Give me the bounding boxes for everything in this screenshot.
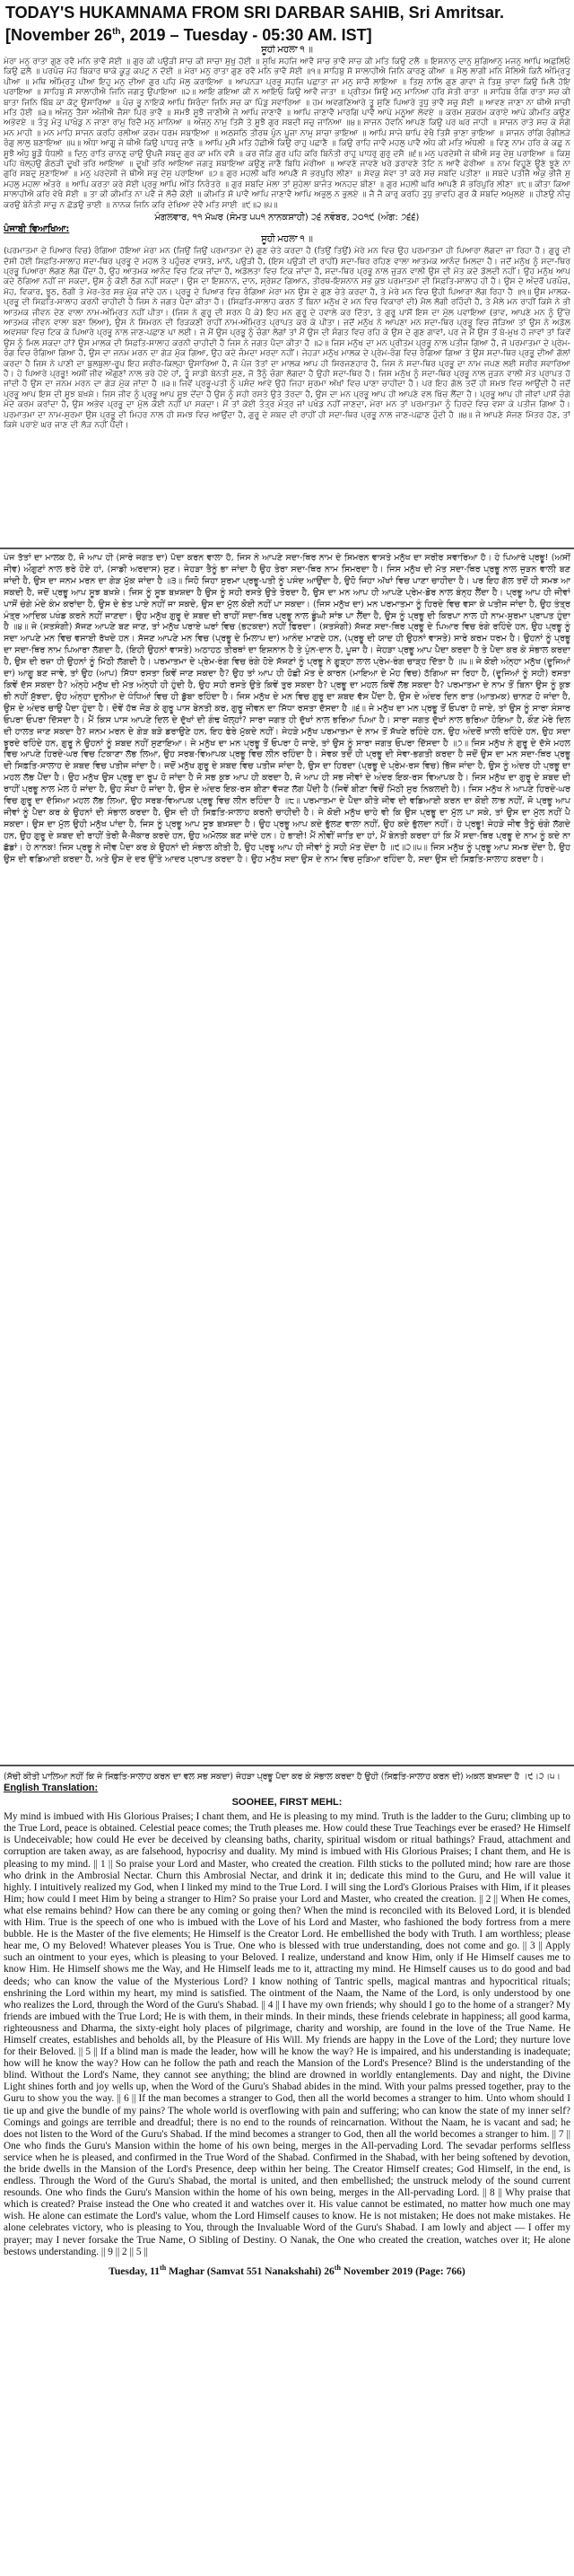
english-shabad-title: SOOHEE, FIRST MEHL: bbox=[231, 1797, 343, 1809]
gurmukhi-date-footer: ਮੰਗਲਵਾਰ, ੧੧ ਮੱਘਰ (ਸੰਮਤ ੫੫੧ ਨਾਨਕਸ਼ਾਹੀ) ੨੬ ਨਵੰਬਰ, ੨੦੧੯ (ਅੰਗ: ੭੬੬) bbox=[154, 213, 420, 223]
section-divider bbox=[0, 1765, 574, 1766]
gurmukhi-hukamnama-block bbox=[4, 45, 570, 546]
punjabi-vyakhya-label: ਪੰਜਾਬੀ ਵਿਆਖਿਆ: bbox=[4, 224, 70, 235]
footer-mid: Maghar (Samvat 551 Nanakshahi) 26 bbox=[166, 2265, 335, 2277]
date-prefix: [November 26 bbox=[5, 26, 113, 44]
date-sup: th bbox=[112, 27, 121, 37]
english-translation-text: My mind is imbued with His Glorious Praises; I chant them, and He is pleasing to my mind. Truth is the ladder to the Guru; climbing up to the True Lord, peace is obtained. Celestial peace comes; the Truth pleases me. How could these True Teachings ever be erased? He Himself is Undeceivable; how could He ever be deceived by cleansing baths, charity, spiritual wisdom or ritual bathings? Fraud, attachment and corruption are taken away, as are falsehood, hypocrisy and duality. My mind is imbued with His Glorious Praises; I chant them, and He is pleasing to my mind. || 1 || So praise your Lord and Master, who created the creation. Filth sticks to the polluted mind; how rare are those who drink in the Ambrosial Nectar. Churn this Ambrosial Nectar, and drink it in; dedicate this mind to the Guru, and He will value it highly. I intuitively realized my God, when I linked my mind to the True Lord. I will sing the Lord's Glorious Praises with Him, if it pleases Him; how could I meet Him by being a stranger to Him? So praise your Lord and Master, who created the creation. || 2 || When He comes, what else remains behind? How can there be any coming or going then? When the mind is reconciled with its Beloved Lord, it is blended with Him. True is the speech of one who is imbued with the Love of his Lord and Master, who fashioned the body fortress from a mere bubble. He is the Master of the five elements; He Himself is the Creator Lord. He embellished the body with Truth. I am worthless; please hear me, O my Beloved! Whatever pleases You is True. One who is blessed with true understanding, does not come and go. || 3 || Apply such an ointment to your eyes, which is pleasing to your Beloved. I realize, understand and know Him, only if He Himself causes me to know Him. He Himself shows me the Way, and He Himself leads me to it, attracting my mind. He Himself causes us to do good and bad deeds; who can know the value of the Mysterious Lord? I know nothing of Tantric spells, magical mantras and hypocritical rituals; enshrining the Lord within my heart, my mind is satisfied. The ointment of the Naam, the Name of the Lord, is only understood by one who realizes the Lord, through the Word of the Guru's Shabad. || 4 || I have my own friends; why should I go to the home of a stranger? My friends are imbued with the True Lord; He is with them, in their minds. In their minds, these friends celebrate in happiness; all good karma, righteousness and Dharma, the sixty-eight holy places of pilgrimage, charity and worship, are found in the love of the True Name. He Himself creates, establishes and beholds all, by the Pleasure of His Will. My friends are happy in the Love of the Lord; they nurture love for their Beloved. || 5 || If a blind man is made the leader, how will he know the way? He is impaired, and his understanding is inadequate; how will he know the way? How can he follow the path and reach the Mansion of the Lord's Presence? Blind is the understanding of the blind. Without the Lord's Name, they cannot see anything; the blind are drowned in worldly entanglements. Day and night, the Divine Light shines forth and joy wells up, when the Word of the Guru's Shabad abides in the mind. With your palms pressed together, pray to the Guru to show you the way. || 6 || If the man becomes a stranger to God, then all the world becomes a stranger to him. Unto whom should I tie up and give the bundle of my pains? The whole world is overflowing with pain and suffering; who can know the state of my inner self? Comings and goings are terrible and dreadful; there is no end to the rounds of reincarnation. Without the Naam, he is vacant and sad; he does not listen to the Word of the Guru's Shabad. If the mind becomes a stranger to God, then all the world becomes a stranger to him. || 7 || One who finds the Guru's Mansion within the home of his own being, merges in the All-pervading Lord. The sevadar performs selfless service when he is pleased, and confirmed in the True Word of the Shabad. Confirmed in the Shabad, with her being softened by devotion, the bride dwells in the Mansion of the Lord's Presence, deep within her being. The Creator Himself creates; God Himself, in the end, is endless. Through the Word of the Guru's Shabad, the mortal is united, and then embellished; the unstruck melody of the sound current resounds. One who finds the Guru's Mansion within the home of his own being, merges in the All-pervading Lord. || 8 || Why praise that which is created? Praise instead the One who created it and watches over it. His value cannot be estimated, no matter how much one may wish. He alone can estimate the Lord's value, whom the Lord Himself causes to know. He is not mistaken; He does not make mistakes. He alone celebrates victory, who is pleasing to You, through the Invaluable Word of the Guru's Shabad. I am lowly and abject — I offer my prayer; may I never forsake the True Name, O Sibling of Destiny. O Nanak, the One who created the creation, watches over it; He alone bestows understanding. || 9 || 2 || 5 || bbox=[4, 1811, 570, 2257]
gurmukhi-shabad-title: ਸੂਹੀ ਮਹਲਾ ੧ ॥ bbox=[261, 45, 313, 55]
footer-sup-1: th bbox=[160, 2263, 167, 2272]
page-header bbox=[5, 4, 569, 44]
punjabi-vyakhya-continued-text: ਪੰਜ ਤੱਤਾਂ ਦਾ ਮਾਲਕ ਹੈ, ਜੋ ਆਪ ਹੀ (ਸਾਰੇ ਜਗਤ ਦਾ) ਪੈਦਾ ਕਰਨ ਵਾਲਾ ਹੈ, ਜਿਸ ਨੇ ਆਪਣੇ ਸਦਾ-ਥਿਰ ਨਾਮ ਦੇ ਸਿਮਰਨ ਵਾਸਤੇ ਮਨੁੱਖ ਦਾ ਸਰੀਰ ਸਵਾਰਿਆ ਹੈ। ਹੇ ਪਿਆਰੇ ਪ੍ਰਭੂ! (ਅਸੀਂ ਜੀਵ) ਔਗੁਣਾਂ ਨਾਲ ਭਰੇ ਹੋਏ ਹਾਂ, (ਸਾਡੀ ਅਰਦਾਸ) ਸੁਣ। ਜੇਹੜਾ ਤੈਨੂੰ ਭਾ ਜਾਂਦਾ ਹੈ ਉਹ ਤੇਰਾ ਸਦਾ-ਥਿਰ ਨਾਮ ਸਿਮਰਦਾ ਹੈ। ਜਿਸ ਮਨੁੱਖ ਦੀ ਮੱਤ ਸਦਾ-ਥਿਰ ਪ੍ਰਭੂ ਨਾਲ ਜੁੜਨ ਵਾਲੀ ਬਣ ਜਾਂਦੀ ਹੈ, ਉਸ ਦਾ ਜਨਮ ਮਰਨ ਦਾ ਗੇੜ ਮੁੱਕ ਜਾਂਦਾ ਹੈ ॥੩॥ ਜਿਹੋ ਜਿਹਾ ਸੁਰਮਾ ਪ੍ਰਭੂ-ਪਤੀ ਨੂੰ ਪਸੰਦ ਆਉਂਦਾ ਹੈ, ਉਹੋ ਜਿਹਾ ਅੱਖਾਂ ਵਿਚ ਪਾਣਾ ਚਾਹੀਦਾ ਹੈ। ਪਰ ਇਹ ਗੱਲ ਤਦੋਂ ਹੀ ਸਮਝ ਆ ਸਕਦੀ ਹੈ, ਜਦੋਂ ਪ੍ਰਭੂ ਆਪ ਸੂਝ ਬਖ਼ਸ਼ੇ। ਜਿਸ ਨੂੰ ਸੂਝ ਬਖ਼ਸ਼ਦਾ ਹੈ ਉਸ ਨੂੰ ਸਹੀ ਰਸਤੇ ਉਤੇ ਤੋਰਦਾ ਹੈ, ਉਸ ਦਾ ਮਨ ਆਪ ਹੀ ਆਪਣੇ ਪ੍ਰੇਮ-ਡੋਰ ਨਾਲ ਬੰਨ੍ਹ ਲੈਂਦਾ ਹੈ। ਪ੍ਰਭੂ ਆਪ ਹੀ ਜੀਵਾਂ ਪਾਸੋਂ ਚੰਗੇ ਮੰਦੇ ਕੰਮ ਕਰਾਂਦਾ ਹੈ, ਉਸ ਦੇ ਭੇਤ ਪਾਏ ਨਹੀਂ ਜਾ ਸਕਦੇ, ਉਸ ਦਾ ਮੁੱਲ ਕੋਈ ਨਹੀਂ ਪਾ ਸਕਦਾ। (ਜਿਸ ਮਨੁੱਖ ਦਾ) ਮਨ ਪਰਮਾਤਮਾ ਨੂੰ ਹਿਰਦੇ ਵਿਚ ਵਸਾ ਕੇ ਪਤੀਜ ਜਾਂਦਾ ਹੈ, ਉਹ ਤੰਤ੍ਰ ਮੰਤ੍ਰ ਆਦਿਕ ਪਖੰਡ ਕਰਨੇ ਨਹੀਂ ਜਾਣਦਾ। ਉਹ ਮਨੁੱਖ ਗੁਰੂ ਦੇ ਸ਼ਬਦ ਦੀ ਰਾਹੀਂ ਸਦਾ-ਥਿਰ ਪ੍ਰਭੂ ਨਾਲ ਡੂੰਘੀ ਸਾਂਝ ਪਾ ਲੈਂਦਾ ਹੈ, ਉਸ ਨੂੰ ਪ੍ਰਭੂ ਦੀ ਕਿਰਪਾ ਨਾਲ ਹੀ ਨਾਮ-ਸੁਰਮਾ ਪ੍ਰਾਪਤ ਹੁੰਦਾ ਹੈ ॥੪॥ ਜੇ (ਸਤਸੰਗੀ) ਸੱਜਣ ਆਪਣੇ ਬਣ ਜਾਣ, ਤਾਂ ਮਨੁੱਖ ਪਰਾਏ ਘਰਾਂ ਵਿਚ (ਭਟਕਦਾ) ਨਹੀਂ ਫਿਰਦਾ। (ਸਤਸੰਗੀ) ਸੱਜਣ ਸਦਾ-ਥਿਰ ਪ੍ਰਭੂ ਦੇ ਪਿਆਰ ਵਿਚ ਰੰਗੇ ਰਹਿੰਦੇ ਹਨ, ਉਹ ਪ੍ਰਭੂ ਨੂੰ ਸਦਾ ਆਪਣੇ ਮਨ ਵਿਚ ਵਸਾਈ ਰੱਖਦੇ ਹਨ। ਸੱਜਣ ਆਪਣੇ ਮਨ ਵਿਚ (ਪ੍ਰਭੂ ਦੇ ਮਿਲਾਪ ਦਾ) ਆਨੰਦ ਮਾਣਦੇ ਹਨ, (ਪ੍ਰਭੂ ਦੀ ਯਾਦ ਹੀ ਉਹਨਾਂ ਵਾਸਤੇ) ਸਾਰੇ ਕਰਮ ਧਰਮ ਹੈ। ਉਹਨਾਂ ਨੂੰ ਪ੍ਰਭੂ ਦਾ ਸਦਾ-ਥਿਰ ਨਾਮ ਪਿਆਰਾ ਲੱਗਦਾ ਹੈ, (ਇਹੀ ਉਹਨਾਂ ਵਾਸਤੇ) ਅਠਾਹਠ ਤੀਰਥਾਂ ਦਾ ਇਸ਼ਨਾਨ ਹੈ ਤੇ ਪੁੰਨ-ਦਾਨ ਹੈ, ਪੂਜਾ ਹੈ। ਜੇਹੜਾ ਪ੍ਰਭੂ ਆਪ ਪੈਦਾ ਕਰਦਾ ਹੈ ਤੇ ਪੈਦਾ ਕਰ ਕੇ ਸੰਭਾਲ ਕਰਦਾ ਹੈ, ਉਸ ਦੀ ਰਜ਼ਾ ਹੀ ਉਹਨਾਂ ਨੂੰ ਮਿੱਠੀ ਲੱਗਦੀ ਹੈ। ਪਰਮਾਤਮਾ ਦੇ ਪ੍ਰੇਮ-ਰੰਗ ਵਿਚ ਰੰਗੇ ਹੋਏ ਸੱਜਣਾਂ ਨੂੰ ਪ੍ਰਭੂ ਨੇ ਗੂੜ੍ਹਾ ਲਾਲ ਪ੍ਰੇਮ-ਰੰਗ ਚਾੜ੍ਹ ਦਿੱਤਾ ਹੈ ॥੫॥ ਜੇ ਕੋਈ ਅੰਨ੍ਹਾ ਮਨੁੱਖ (ਦੂਜਿਆਂ ਦਾ) ਆਗੂ ਬਣ ਜਾਵੇ, ਤਾਂ ਉਹ (ਆਪ) ਸਿੱਧਾ ਰਸਤਾ ਕਿਵੇਂ ਜਾਣ ਸਕਦਾ ਹੈ? ਉਹ ਤਾਂ ਆਪ ਹੀ ਹੋਛੀ ਮੱਤ ਦੇ ਕਾਰਨ (ਮਾਇਆ ਦੇ ਮੋਹ ਵਿਚ) ਠੱਗਿਆ ਜਾ ਰਿਹਾ ਹੈ, (ਦੂਜਿਆਂ ਨੂੰ ਸਹੀ) ਰਸਤਾ ਕਿਵੇਂ ਦੱਸ ਸਕਦਾ ਹੈ? ਅੰਨ੍ਹੇ ਮਨੁੱਖ ਦੀ ਮੱਤ ਅੰਨ੍ਹੀ ਹੀ ਹੁੰਦੀ ਹੈ, ਉਹ ਸਹੀ ਰਸਤੇ ਉਤੇ ਕਿਵੇਂ ਤੁਰ ਸਕਦਾ ਹੈ? ਪ੍ਰਭੂ ਦਾ ਮਹਲ ਕਿਵੇਂ ਲੱਭ ਸਕਦਾ ਹੈ? ਪਰਮਾਤਮਾ ਦੇ ਨਾਮ ਤੋਂ ਬਿਨਾ ਉਸ ਨੂੰ ਕੁਝ ਭੀ ਨਹੀਂ ਸੁੱਝਦਾ, ਉਹ ਅੰਨ੍ਹਾ ਦੁਨੀਆ ਦੇ ਧੰਧਿਆਂ ਵਿਚ ਹੀ ਡੁੱਬਾ ਰਹਿੰਦਾ ਹੈ। ਜਿਸ ਮਨੁੱਖ ਦੇ ਮਨ ਵਿਚ ਗੁਰੂ ਦਾ ਸ਼ਬਦ ਵੱਸ ਪੈਂਦਾ ਹੈ, ਉਸ ਦੇ ਅੰਦਰ ਦਿਨ ਰਾਤ (ਆਤਮਕ) ਚਾਨਣ ਹੋ ਜਾਂਦਾ ਹੈ, ਉਸ ਦੇ ਅੰਦਰ ਚਾਉ ਪੈਦਾ ਹੁੰਦਾ ਹੈ। ਦੋਵੇਂ ਹੱਥ ਜੋੜ ਕੇ ਗੁਰੂ ਪਾਸ ਬੇਨਤੀ ਕਰ, ਗੁਰੂ ਜੀਵਨ ਦਾ ਸਿੱਧਾ ਰਸਤਾ ਦੱਸਦਾ ਹੈ ॥੬॥ ਜੇ ਮਨੁੱਖ ਦਾ ਮਨ ਪ੍ਰਭੂ ਤੋਂ ਓਪਰਾ ਹੋ ਜਾਏ, ਤਾਂ ਉਸ ਨੂੰ ਸਾਰਾ ਸੰਸਾਰ ਓਪਰਾ ਓਪਰਾ ਦਿੱਸਦਾ ਹੈ। ਮੈਂ ਕਿਸ ਪਾਸ ਆਪਣੇ ਦਿਲ ਦੇ ਦੁੱਖਾਂ ਦੀ ਗੰਢ ਖੋਲ੍ਹਾਂ? ਸਾਰਾ ਜਗਤ ਹੀ ਦੁੱਖਾਂ ਨਾਲ ਭਰਿਆ ਪਿਆ ਹੈ। ਸਾਰਾ ਜਗਤ ਦੁੱਖਾਂ ਨਾਲ ਭਰਿਆ ਹੋਇਆ ਹੈ, ਕੌਣ ਮੇਰੇ ਦਿਲ ਦੀ ਹਾਲਤ ਜਾਣ ਸਕਦਾ ਹੈ? ਜਨਮ ਮਰਨ ਦੇ ਗੇੜ ਬੜੇ ਡਰਾਉਣੇ ਹਨ, ਇਹ ਫੇਰੇ ਮੁੱਕਦੇ ਨਹੀਂ। ਜੇਹੜੇ ਮਨੁੱਖ ਪਰਮਾਤਮਾ ਦੇ ਨਾਮ ਤੋਂ ਸੱਖਣੇ ਰਹਿੰਦੇ ਹਨ, ਉਹ ਅੰਦਰੋਂ ਖ਼ਾਲੀ ਰਹਿੰਦੇ ਹਨ, ਉਹ ਸਦਾ ਝੂਰਦੇ ਰਹਿੰਦੇ ਹਨ, ਗੁਰੂ ਨੇ ਉਹਨਾਂ ਨੂੰ ਸ਼ਬਦ ਨਹੀਂ ਸੁਣਾਇਆ। ਜੇ ਮਨੁੱਖ ਦਾ ਮਨ ਪ੍ਰਭੂ ਤੋਂ ਓਪਰਾ ਹੋ ਜਾਏ, ਤਾਂ ਉਸ ਨੂੰ ਸਾਰਾ ਜਗਤ ਓਪਰਾ ਦਿੱਸਦਾ ਹੈ ॥੭॥ ਜਿਸ ਮਨੁੱਖ ਨੇ ਗੁਰੂ ਦੇ ਦੱਸੇ ਮਹਲ ਵਿਚ ਆਪਣੇ ਹਿਰਦੇ-ਘਰ ਵਿਚ ਟਿਕਾਣਾ ਲੱਭ ਲਿਆ, ਉਹ ਸਰਬ-ਵਿਆਪਕ ਪ੍ਰਭੂ ਵਿਚ ਲੀਨ ਰਹਿੰਦਾ ਹੈ। ਸੇਵਕ ਤਦੋਂ ਹੀ ਪ੍ਰਭੂ ਦੀ ਸੇਵਾ-ਭਗਤੀ ਕਰਦਾ ਹੈ ਜਦੋਂ ਉਸ ਦਾ ਮਨ ਸਦਾ-ਥਿਰ ਪ੍ਰਭੂ ਦੀ ਸਿਫ਼ਤਿ-ਸਾਲਾਹ ਦੇ ਸ਼ਬਦ ਵਿਚ ਪਤੀਜ ਜਾਂਦਾ ਹੈ। ਜਦੋਂ ਮਨੁੱਖ ਗੁਰੂ ਦੇ ਸ਼ਬਦ ਵਿਚ ਪਤੀਜ ਜਾਂਦਾ ਹੈ, ਉਸ ਦਾ ਹਿਰਦਾ (ਪ੍ਰਭੂ ਦੇ ਪ੍ਰੇਮ-ਰਸ ਵਿਚ) ਭਿੱਜ ਜਾਂਦਾ ਹੈ, ਉਸ ਨੂੰ ਅੰਦਰ ਹੀ ਪ੍ਰਭੂ ਦਾ ਮਹਲ ਲੱਭ ਪੈਂਦਾ ਹੈ। ਉਹ ਮਨੁੱਖ ਉਸ ਪ੍ਰਭੂ ਦਾ ਰੂਪ ਹੋ ਜਾਂਦਾ ਹੈ ਜੋ ਸਭ ਕੁਝ ਆਪ ਹੀ ਕਰਦਾ ਹੈ, ਜੋ ਆਪ ਹੀ ਸਭ ਜੀਵਾਂ ਦੇ ਅੰਦਰ ਇਕ-ਰਸ ਵਿਆਪਕ ਹੈ। ਜਿਸ ਮਨੁੱਖ ਦਾ ਗੁਰੂ ਦੇ ਸ਼ਬਦ ਦੀ ਰਾਹੀਂ ਪ੍ਰਭੂ ਨਾਲ ਮੇਲ ਹੋ ਜਾਂਦਾ ਹੈ, ਉਹ ਸੌਖਾ ਹੋ ਜਾਂਦਾ ਹੈ, ਉਸ ਦੇ ਅੰਦਰ ਇਕ-ਰਸ ਬੀਣਾ ਵੱਜਣ ਲੱਗ ਪੈਂਦੀ ਹੈ (ਜਿਵੇਂ ਬੀਣਾ ਵਿਚੋਂ ਮਿੱਠੀ ਸੁਰ ਨਿਕਲਦੀ ਹੈ)। ਜਿਸ ਮਨੁੱਖ ਨੇ ਆਪਣੇ ਹਿਰਦੇ-ਘਰ ਵਿਚ ਗੁਰੂ ਦਾ ਦੱਸਿਆ ਮਹਲ ਲੱਭ ਲਿਆ, ਉਹ ਸਰਬ-ਵਿਆਪਕ ਪ੍ਰਭੂ ਵਿਚ ਲੀਨ ਰਹਿੰਦਾ ਹੈ ॥੮॥ ਪਰਮਾਤਮਾ ਦੇ ਪੈਦਾ ਕੀਤੇ ਜੀਵ ਦੀ ਵਡਿਆਈ ਕਰਨ ਦਾ ਕੋਈ ਲਾਭ ਨਹੀਂ, ਜੋ ਪ੍ਰਭੂ ਆਪ ਜੀਵਾਂ ਨੂੰ ਪੈਦਾ ਕਰ ਕੇ ਉਹਨਾਂ ਦੀ ਸੰਭਾਲ ਕਰਦਾ ਹੈ, ਉਸ ਦੀ ਹੀ ਸਿਫ਼ਤਿ-ਸਾਲਾਹ ਕਰਨੀ ਚਾਹੀਦੀ ਹੈ। ਜੇ ਕੋਈ ਮਨੁੱਖ ਚਾਹੇ ਵੀ ਕਿ ਉਸ ਪ੍ਰਭੂ ਦਾ ਮੁੱਲ ਪਾ ਸਕੇ, ਤਾਂ ਉਸ ਦਾ ਮੁੱਲ ਨਹੀਂ ਪੈ ਸਕਦਾ। ਉਸ ਦਾ ਮੁੱਲ ਉਹੀ ਮਨੁੱਖ ਪਾਂਦਾ ਹੈ, ਜਿਸ ਨੂੰ ਪ੍ਰਭੂ ਆਪ ਸੂਝ ਬਖ਼ਸ਼ਦਾ ਹੈ। ਉਹ ਪ੍ਰਭੂ ਆਪ ਕਦੇ ਭੁੱਲਣ ਵਾਲਾ ਨਹੀਂ, ਉਹ ਕਦੇ ਭੁੱਲਦਾ ਨਹੀਂ। ਹੇ ਪ੍ਰਭੂ! ਜੇਹੜੇ ਜੀਵ ਤੈਨੂੰ ਚੰਗੇ ਲੱਗਦੇ ਹਨ, ਉਹ ਗੁਰੂ ਦੇ ਸ਼ਬਦ ਦੀ ਰਾਹੀਂ ਤੇਰੀ ਜੈ-ਜੈਕਾਰ ਕਰਦੇ ਹਨ, ਉਹ ਅਮੋਲਕ ਬਣ ਜਾਂਦੇ ਹਨ। ਹੇ ਭਾਈ! ਮੈਂ ਨੀਵੀਂ ਜਾਤਿ ਦਾ ਹਾਂ, ਮੈਂ ਬੇਨਤੀ ਕਰਦਾ ਹਾਂ ਕਿ ਮੈਂ ਸਦਾ-ਥਿਰ ਪ੍ਰਭੂ ਦੇ ਨਾਮ ਨੂੰ ਕਦੇ ਨਾ ਛੱਡਾਂ। ਹੇ ਨਾਨਕ! ਜਿਸ ਪ੍ਰਭੂ ਨੇ ਜੀਵ ਪੈਦਾ ਕਰ ਕੇ ਉਹਨਾਂ ਦੀ ਸੰਭਾਲ ਕੀਤੀ ਹੈ, ਉਹ ਪ੍ਰਭੂ ਆਪ ਹੀ ਜੀਵਾਂ ਨੂੰ ਸਹੀ ਮੱਤ ਦੇਂਦਾ ਹੈ ॥੯॥੨॥੫॥ ਜਿਸ ਮਨੁੱਖ ਨੂੰ ਪ੍ਰਭੂ ਆਪ ਸਮਝ ਦੇਂਦਾ ਹੈ, ਉਹ ਉਸ ਦੀ ਵਡਿਆਈ ਕਰਦਾ ਹੈ, ਅਤੇ ਉਸ ਦੇ ਦਰ ਉੱਤੇ ਆਦਰ ਪ੍ਰਾਪਤ ਕਰਦਾ ਹੈ। ਉਹ ਮਨੁੱਖ ਸਦਾ ਉਸ ਦੇ ਨਾਮ ਵਿਚ ਜੁੜਿਆ ਰਹਿੰਦਾ ਹੈ, ਸਦਾ ਉਸ ਦੀ ਸਿਫ਼ਤਿ-ਸਾਲਾਹ ਕਰਦਾ ਹੈ। bbox=[4, 553, 570, 864]
footer-suffix: November 2019 (Page: 766) bbox=[340, 2265, 465, 2277]
punjabi-closing-line: (ਸੱਚੀ ਕੀਤੀ ਪਾਲਿਆ ਨਹੀਂ ਕਿ ਜੇ ਸਿਫ਼ਤਿ-ਸਾਲਾਹ ਕਰਨ ਦਾ ਵਲ ਸਭ ਸਕਦਾ) ਜੇਹੜਾ ਪ੍ਰਭੂ ਪੈਦਾ ਕਰ ਕੇ ਸੰਭਾਲ ਕਰਦਾ ਹੈ ਉਹੀ (ਸਿਫ਼ਤਿ-ਸਾਲਾਹ ਕਰਨ ਦੀ) ਅਕਲ ਬਖ਼ਸ਼ਦਾ ਹੈ ।੯।੨।੫। bbox=[4, 1772, 561, 1782]
date-suffix: , 2019 – Tuesday - 05:30 AM. IST] bbox=[120, 26, 372, 44]
english-translation-block bbox=[4, 1772, 570, 2562]
footer-prefix: Tuesday, 11 bbox=[109, 2265, 161, 2277]
punjabi-vyakhya-title: ਸੂਹੀ ਮਹਲਾ ੧ ॥ bbox=[261, 234, 313, 245]
page-date bbox=[5, 23, 569, 44]
english-date-footer bbox=[4, 2262, 570, 2277]
punjabi-vyakhya-text: (ਪਰਮਾਤਮਾ ਦੇ ਪਿਆਰ ਵਿਚ) ਰੰਗਿਆ ਹੋਇਆ ਮੇਰਾ ਮਨ (ਜਿਉਂ ਜਿਉਂ ਪਰਮਾਤਮਾ ਦੇ) ਗੁਣ ਚੇਤੇ ਕਰਦਾ ਹੈ (ਤਿਉਂ ਤਿਉਂ) ਮੇਰੇ ਮਨ ਵਿਚ ਉਹ ਪਰਮਾਤਮਾ ਹੀ ਪਿਆਰਾ ਲੱਗਦਾ ਜਾ ਰਿਹਾ ਹੈ। ਗੁਰੂ ਦੀ ਦੱਸੀ ਹੋਈ ਸਿਫ਼ਤਿ-ਸਾਲਾਹ ਸਦਾ-ਥਿਰ ਪ੍ਰਭੂ ਦੇ ਮਹਲ ਤੇ ਪਹੁੰਚਣ ਵਾਸਤੇ, ਮਾਨੋ, ਪਉੜੀ ਹੈ, (ਇਸ ਪਉੜੀ ਦੀ ਰਾਹੀਂ) ਸਦਾ-ਥਿਰ ਰਹਿਣ ਵਾਲਾ ਆਤਮਕ ਆਨੰਦ ਮਿਲਦਾ ਹੈ। ਜਦੋਂ ਮਨੁੱਖ ਨੂੰ ਸਦਾ-ਥਿਰ ਪ੍ਰਭੂ ਪਿਆਰਾ ਲੱਗਣ ਲੱਗ ਪੈਂਦਾ ਹੈ, ਉਹ ਆਤਮਕ ਆਨੰਦ ਵਿਚ ਟਿਕ ਜਾਂਦਾ ਹੈ, ਅਡੋਲਤਾ ਵਿਚ ਟਿਕ ਜਾਂਦਾ ਹੈ, ਸਦਾ-ਥਿਰ ਪ੍ਰਭੂ ਨਾਲ ਜੁੜਨ ਵਾਲੀ ਉਸ ਦੀ ਮੱਤ ਕਦੇ ਡੋਲਦੀ ਨਹੀਂ। ਉਹ ਮਨੁੱਖ ਆਪ ਕਦੇ ਠੱਗਿਆ ਨਹੀਂ ਜਾ ਸਕਦਾ, ਉਸ ਨੂੰ ਕੋਈ ਠੱਗ ਨਹੀਂ ਸਕਦਾ। ਉਸ ਦਾ ਇਸ਼ਨਾਨ, ਦਾਨ, ਸ੍ਰੇਸ਼ਟ ਗਿਆਨ, ਤੀਰਥ-ਇਸ਼ਨਾਨ ਸਭ ਕੁਝ ਪਰਮਾਤਮਾ ਦੀ ਸਿਫ਼ਤਿ-ਸਾਲਾਹ ਹੀ ਹੈ। ਉਸ ਦੇ ਅੰਦਰੋਂ ਪਰਪੰਚ, ਮੋਹ, ਵਿਕਾਰ, ਝੂਠ, ਠੱਗੀ ਤੇ ਮੇਰ-ਤੇਰ ਸਭ ਮੁੱਕ ਜਾਂਦੇ ਹਨ। ਪ੍ਰਭੂ ਦੇ ਪਿਆਰ ਵਿਚ ਰੰਗਿਆ ਮੇਰਾ ਮਨ ਉਸ ਦੇ ਗੁਣ ਚੇਤੇ ਕਰਦਾ ਹੈ, ਤੇ ਮੇਰੇ ਮਨ ਵਿਚ ਉਹੀ ਪਿਆਰਾ ਲੱਗ ਰਿਹਾ ਹੈ ॥੧॥ ਉਸ ਮਾਲਕ-ਪ੍ਰਭੂ ਦੀ ਸਿਫ਼ਤਿ-ਸਾਲਾਹ ਕਰਨੀ ਚਾਹੀਦੀ ਹੈ ਜਿਸ ਨੇ ਜਗਤ ਪੈਦਾ ਕੀਤਾ ਹੈ। (ਸਿਫ਼ਤਿ-ਸਾਲਾਹ ਕਰਨ ਤੋਂ ਬਿਨਾ ਮਨੁੱਖ ਦੇ ਮਨ ਵਿਚ ਵਿਕਾਰਾਂ ਦੀ) ਮੈਲ ਲੱਗੀ ਰਹਿੰਦੀ ਹੈ, ਤੇ ਮੈਲੇ ਮਨ ਰਾਹੀਂ ਕਿਸੇ ਨੇ ਭੀ ਆਤਮਕ ਜੀਵਨ ਦੇਣ ਵਾਲਾ ਨਾਮ-ਅੰਮ੍ਰਿਤ ਨਹੀਂ ਪੀਤਾ। (ਜਿਸ ਨੇ ਗੁਰੂ ਦੀ ਸਰਨ ਪੈ ਕੇ) ਇਹ ਮਨ ਗੁਰੂ ਦੇ ਹਵਾਲੇ ਕਰ ਦਿੱਤਾ, ਤੇ ਗੁਰੂ ਪਾਸੋਂ ਇਸ ਦਾ ਮੁੱਲ ਪਵਾਇਆ (ਭਾਵ, ਆਪਣੇ ਮਨ ਨੂੰ ਉੱਚੇ ਆਤਮਕ ਜੀਵਨ ਵਾਲਾ ਬਣਾ ਲਿਆ), ਉਸ ਨੇ ਸਿਮਰਨ ਦੀ ਰਿੜਕਣੀ ਰਾਹੀਂ ਨਾਮ-ਅੰਮ੍ਰਿਤ ਪ੍ਰਾਪਤ ਕਰ ਕੇ ਪੀਤਾ। ਜਦੋਂ ਮਨੁੱਖ ਨੇ ਆਪਣਾ ਮਨ ਸਦਾ-ਥਿਰ ਪ੍ਰਭੂ ਵਿਚ ਜੋੜਿਆ ਤਾਂ ਉਸ ਨੇ ਅਡੋਲ ਅਵਸਥਾ ਵਿਚ ਟਿਕ ਕੇ ਪਿਆਰੇ ਪ੍ਰਭੂ ਨਾਲ ਜਾਣ-ਪਛਾਣ ਪਾ ਲਈ। ਜੇ ਮੈਂ ਉਸ ਪ੍ਰਭੂ ਨੂੰ ਚੰਗਾ ਲੱਗਾਂ ਤਾਂ ਮੈਂ ਉਸ ਦੀ ਸੰਗਤ ਵਿਚ ਰਹਿ ਕੇ ਉਸ ਦੇ ਗੁਣ ਗਾਵਾਂ, ਪਰ ਜੇ ਮੈਂ ਉਸ ਤੋਂ ਬੇ-ਮੁਖ ਹੋ ਜਾਵਾਂ ਤਾਂ ਕਿਵੇਂ ਉਸ ਨੂੰ ਮਿਲ ਸਕਦਾ ਹਾਂ? ਉਸ ਮਾਲਕ ਦੀ ਸਿਫ਼ਤਿ-ਸਾਲਾਹ ਕਰਨੀ ਚਾਹੀਦੀ ਹੈ ਜਿਸ ਨੇ ਜਗਤ ਪੈਦਾ ਕੀਤਾ ਹੈ ॥੨॥ ਜਿਸ ਮਨੁੱਖ ਦਾ ਮਨ ਪ੍ਰੀਤਮ ਪ੍ਰਭੂ ਨਾਲ ਪਤੀਜ ਗਿਆ ਹੈ, ਜੋ ਪਰਮਾਤਮਾ ਦੇ ਪ੍ਰੇਮ-ਰੰਗ ਵਿਚ ਰੰਗਿਆ ਗਿਆ ਹੈ, ਉਸ ਦਾ ਜਨਮ ਮਰਨ ਦਾ ਗੇੜ ਮੁੱਕ ਗਿਆ, ਉਹ ਕਦੇ ਜੰਮਦਾ ਮਰਦਾ ਨਹੀਂ। ਜੇਹੜਾ ਮਨੁੱਖ ਮਾਲਕ ਦੇ ਪ੍ਰੇਮ-ਰੰਗ ਵਿਚ ਰੰਗਿਆ ਗਿਆ ਤੇ ਉਸ ਸਦਾ-ਥਿਰ ਪ੍ਰਭੂ ਦੀਆਂ ਗੱਲਾਂ ਕਰਦਾ ਹੈ ਜਿਸ ਨੇ ਪਾਣੀ ਦਾ ਬੁਲਬੁਲਾ-ਰੂਪ ਇਹ ਸਰੀਰ-ਕਿਲ੍ਹਾ ਉਸਾਰਿਆ ਹੈ, ਜੋ ਪੰਜ ਤੱਤਾਂ ਦਾ ਮਾਲਕ ਆਪ ਹੀ ਸਿਰਜਣਹਾਰ ਹੈ, ਜਿਸ ਨੇ ਸਦਾ-ਥਿਰ ਪ੍ਰਭੂ ਦਾ ਨਾਮ ਜਪਣ ਲਈ ਸਰੀਰ ਸਵਾਰਿਆ ਹੈ। ਹੇ ਪਿਆਰੇ ਪ੍ਰਭੂ! ਅਸੀਂ ਜੀਵ ਔਗੁਣਾਂ ਨਾਲ ਭਰੇ ਹੋਏ ਹਾਂ, ਤੂੰ ਸਾਡੀ ਬੇਨਤੀ ਸੁਣ, ਜੋ ਤੈਨੂੰ ਚੰਗਾ ਲੱਗਦਾ ਹੈ ਉਹੀ ਸਦਾ-ਥਿਰ ਹੈ। ਜਿਸ ਮਨੁੱਖ ਨੂੰ ਸਦਾ-ਥਿਰ ਪ੍ਰਭੂ ਨਾਲ ਜੁੜਨ ਵਾਲੀ ਮੱਤ ਪ੍ਰਾਪਤ ਹੋ ਜਾਂਦੀ ਹੈ ਉਸ ਦਾ ਜਨਮ ਮਰਨ ਦਾ ਗੇੜ ਮੁੱਕ ਜਾਂਦਾ ਹੈ ॥੩॥ ਜਿਵੇਂ ਪ੍ਰਭੂ-ਪਤੀ ਨੂੰ ਪਸੰਦ ਆਵੇ ਉਹੋ ਜਿਹਾ ਸੁਰਮਾ ਅੱਖਾਂ ਵਿਚ ਪਾਣਾ ਚਾਹੀਦਾ ਹੈ। ਪਰ ਇਹ ਗੱਲ ਤਦੋਂ ਹੀ ਸਮਝ ਵਿਚ ਆਉਂਦੀ ਹੈ ਜਦੋਂ ਪ੍ਰਭੂ ਆਪ ਇਸ ਦੀ ਸੂਝ ਬਖ਼ਸ਼ੇ। ਜਿਸ ਜੀਵ ਨੂੰ ਪ੍ਰਭੂ ਆਪ ਸੂਝ ਦੇਂਦਾ ਹੈ ਉਸ ਨੂੰ ਸਹੀ ਰਸਤੇ ਉਤੇ ਤੋਰਦਾ ਹੈ, ਉਸ ਦਾ ਮਨ ਪ੍ਰਭੂ ਆਪ ਹੀ ਆਪਣੇ ਵਲ ਖਿੱਚ ਲੈਂਦਾ ਹੈ। ਪ੍ਰਭੂ ਆਪ ਹੀ ਜੀਵਾਂ ਪਾਸੋਂ ਚੰਗੇ ਮੰਦੇ ਕਰਮ ਕਰਾਂਦਾ ਹੈ, ਉਸ ਅਭੇਵ ਪ੍ਰਭੂ ਦਾ ਮੁੱਲ ਕੋਈ ਨਹੀਂ ਪਾ ਸਕਦਾ। ਮੈਂ ਤਾਂ ਕੋਈ ਤੰਤ੍ਰ ਮੰਤ੍ਰ ਜਾਂ ਪਖੰਡ ਨਹੀਂ ਜਾਣਦਾ, ਮੇਰਾ ਮਨ ਤਾਂ ਪਰਮਾਤਮਾ ਨੂੰ ਹਿਰਦੇ ਵਿਚ ਵਸਾ ਕੇ ਪਤੀਜ ਗਿਆ ਹੈ। ਪਰਮਾਤਮਾ ਦਾ ਨਾਮ-ਸੁਰਮਾ ਉਸ ਪ੍ਰਭੂ ਦੀ ਮਿਹਰ ਨਾਲ ਹੀ ਸਮਝ ਵਿਚ ਆਉਂਦਾ ਹੈ, ਗੁਰੂ ਦੇ ਸ਼ਬਦ ਦੀ ਰਾਹੀਂ ਹੀ ਸਦਾ-ਥਿਰ ਪ੍ਰਭੂ ਨਾਲ ਜਾਣ-ਪਛਾਣ ਹੁੰਦੀ ਹੈ ॥੪॥ ਜੇ ਆਪਣੇ ਸੱਜਣ ਮਿੱਤਰ ਹੋਣ, ਤਾਂ ਕਿਸੇ ਪਰਾਏ ਘਰ ਜਾਣ ਦੀ ਲੋੜ ਨਹੀਂ ਪੈਂਦੀ। bbox=[4, 246, 570, 430]
english-translation-label: English Translation: bbox=[4, 1783, 99, 1793]
punjabi-vyakhya-continued-block bbox=[4, 553, 570, 1760]
page-title: TODAY'S HUKAMNAMA FROM SRI DARBAR SAHIB, Sri Amritsar. bbox=[5, 4, 505, 22]
gurmukhi-shabad-text: ਮੇਰਾ ਮਨੁ ਰਾਤਾ ਗੁਣ ਰਵੈ ਮਨਿ ਭਾਵੈ ਸੋਈ ॥ ਗੁਰ ਕੀ ਪਉੜੀ ਸਾਚ ਕੀ ਸਾਚਾ ਸੁਖੁ ਹੋਈ ॥ ਸੁਖਿ ਸਹਜਿ ਆਵੈ ਸਾਚ ਭਾਵੈ ਸਾਚ ਕੀ ਮਤਿ ਕਿਉ ਟਲੈ ॥ ਇਸਨਾਨੁ ਦਾਨੁ ਸੁਗਿਆਨੁ ਮਜਨੁ ਆਪਿ ਅਛਲਿਓ ਕਿਉ ਛਲੈ ॥ ਪਰਪੰਚ ਮੋਹ ਬਿਕਾਰ ਥਾਕੇ ਕੂੜੁ ਕਪਟੁ ਨ ਦੋਈ ॥ ਮੇਰਾ ਮਨੁ ਰਾਤਾ ਗੁਣ ਰਵੈ ਮਨਿ ਭਾਵੈ ਸੋਈ ॥੧॥ ਸਾਹਿਬੁ ਸੋ ਸਾਲਾਹੀਐ ਜਿਨਿ ਕਾਰਣੁ ਕੀਆ ॥ ਮੈਲੁ ਲਾਗੀ ਮਨਿ ਮੈਲਿਐ ਕਿਨੈ ਅੰਮ੍ਰਿਤੁ ਪੀਆ ॥ ਮਥਿ ਅੰਮ੍ਰਿਤੁ ਪੀਆ ਇਹੁ ਮਨੁ ਦੀਆ ਗੁਰ ਪਹਿ ਮੋਲੁ ਕਰਾਇਆ ॥ ਆਪਨੜਾ ਪ੍ਰਭੁ ਸਹਜਿ ਪਛਾਤਾ ਜਾ ਮਨੁ ਸਾਚੈ ਲਾਇਆ ॥ ਤਿਸੁ ਨਾਲਿ ਗੁਣ ਗਾਵਾ ਜੇ ਤਿਸੁ ਭਾਵਾ ਕਿਉ ਮਿਲੈ ਹੋਇ ਪਰਾਇਆ ॥ ਸਾਹਿਬੁ ਸੋ ਸਾਲਾਹੀਐ ਜਿਨਿ ਜਗਤੁ ਉਪਾਇਆ ॥੨॥ ਆਇ ਗਇਆ ਕੀ ਨ ਆਇਓ ਕਿਉ ਆਵੈ ਜਾਤਾ ॥ ਪ੍ਰੀਤਮ ਸਿਉ ਮਨੁ ਮਾਨਿਆ ਹਰਿ ਸੇਤੀ ਰਾਤਾ ॥ ਸਾਹਿਬ ਰੰਗਿ ਰਾਤਾ ਸਚ ਕੀ ਬਾਤਾ ਜਿਨਿ ਬਿੰਬ ਕਾ ਕੋਟੁ ਉਸਾਰਿਆ ॥ ਪੰਚ ਭੂ ਨਾਇਕੋ ਆਪਿ ਸਿਰੰਦਾ ਜਿਨਿ ਸਚ ਕਾ ਪਿੰਡੁ ਸਵਾਰਿਆ ॥ ਹਮ ਅਵਗਣਿਆਰੇ ਤੂ ਸੁਣਿ ਪਿਆਰੇ ਤੁਧੁ ਭਾਵੈ ਸਚੁ ਸੋਈ ॥ ਆਵਣ ਜਾਣਾ ਨਾ ਥੀਐ ਸਾਚੀ ਮਤਿ ਹੋਈ ॥੩॥ ਅੰਜਨੁ ਤੈਸਾ ਅੰਜੀਐ ਜੈਸਾ ਪਿਰ ਭਾਵੈ ॥ ਸਮਝੈ ਸੂਝੈ ਜਾਣੀਐ ਜੇ ਆਪਿ ਜਾਣਾਵੈ ॥ ਆਪਿ ਜਾਣਾਵੈ ਮਾਰਗਿ ਪਾਵੈ ਆਪੇ ਮਨੂਆ ਲੇਵਏ ॥ ਕਰਮ ਸੁਕਰਮ ਕਰਾਏ ਆਪੇ ਕੀਮਤਿ ਕਉਣ ਅਭੇਵਏ ॥ ਤੰਤੁ ਮੰਤੁ ਪਾਖੰਡੁ ਨ ਜਾਣਾ ਰਾਮੁ ਰਿਦੈ ਮਨੁ ਮਾਨਿਆ ॥ ਅੰਜਨੁ ਨਾਮੁ ਤਿਸੈ ਤੇ ਸੂਝੈ ਗੁਰ ਸਬਦੀ ਸਚੁ ਜਾਨਿਆ ॥੪॥ ਸਾਜਨ ਹੋਵਨਿ ਆਪਣੇ ਕਿਉ ਪਰ ਘਰ ਜਾਹੀ ॥ ਸਾਜਨ ਰਾਤੇ ਸਚ ਕੇ ਸੰਗੇ ਮਨ ਮਾਹੀ ॥ ਮਨ ਮਾਹਿ ਸਾਜਨ ਕਰਹਿ ਰਲੀਆ ਕਰਮ ਧਰਮ ਸਬਾਇਆ ॥ ਅਠਸਠਿ ਤੀਰਥ ਪੁੰਨ ਪੂਜਾ ਨਾਮੁ ਸਾਚਾ ਭਾਇਆ ॥ ਆਪਿ ਸਾਜੇ ਥਾਪਿ ਵੇਖੈ ਤਿਸੈ ਭਾਣਾ ਭਾਇਆ ॥ ਸਾਜਨ ਰਾਂਗਿ ਰੰਗੀਲੜੇ ਰੰਗੁ ਲਾਲੁ ਬਣਾਇਆ ॥੫॥ ਅੰਧਾ ਆਗੂ ਜੇ ਥੀਐ ਕਿਉ ਪਾਧਰੁ ਜਾਣੈ ॥ ਆਪਿ ਮੁਸੈ ਮਤਿ ਹੋਛੀਐ ਕਿਉ ਰਾਹੁ ਪਛਾਣੈ ॥ ਕਿਉ ਰਾਹਿ ਜਾਵੈ ਮਹਲੁ ਪਾਵੈ ਅੰਧ ਕੀ ਮਤਿ ਅੰਧਲੀ ॥ ਵਿਣੁ ਨਾਮ ਹਰਿ ਕੇ ਕਛੁ ਨ ਸੂਝੈ ਅੰਧੁ ਬੂਡੌ ਧੰਧਲੀ ॥ ਦਿਨੁ ਰਾਤਿ ਚਾਨਣੁ ਚਾਉ ਉਪਜੈ ਸਬਦੁ ਗੁਰ ਕਾ ਮਨਿ ਵਸੈ ॥ ਕਰ ਜੋੜਿ ਗੁਰ ਪਹਿ ਕਰਿ ਬਿਨੰਤੀ ਰਾਹੁ ਪਾਧਰੁ ਗੁਰੁ ਦਸੈ ॥੬॥ ਮਨੁ ਪਰਦੇਸੀ ਜੇ ਥੀਐ ਸਭੁ ਦੇਸੁ ਪਰਾਇਆ ॥ ਕਿਸੁ ਪਹਿ ਖੋਲ੍ਹਉ ਗੰਠੜੀ ਦੂਖੀ ਭਰਿ ਆਇਆ ॥ ਦੂਖੀ ਭਰਿ ਆਇਆ ਜਗਤੁ ਸਬਾਇਆ ਕਉਣੁ ਜਾਣੈ ਬਿਧਿ ਮੇਰੀਆ ॥ ਆਵਣੇ ਜਾਵਣੇ ਖਰੇ ਡਰਾਵਣੇ ਤੋਟਿ ਨ ਆਵੈ ਫੇਰੀਆ ॥ ਨਾਮ ਵਿਹੂਣੇ ਊਣੇ ਝੂਣੇ ਨਾ ਗੁਰਿ ਸਬਦੁ ਸੁਣਾਇਆ ॥ ਮਨੁ ਪਰਦੇਸੀ ਜੇ ਥੀਐ ਸਭੁ ਦੇਸੁ ਪਰਾਇਆ ॥੭॥ ਗੁਰ ਮਹਲੀ ਘਰਿ ਆਪਣੈ ਸੋ ਭਰਪੁਰਿ ਲੀਣਾ ॥ ਸੇਵਕੁ ਸੇਵਾ ਤਾਂ ਕਰੇ ਸਚ ਸਬਦਿ ਪਤੀਣਾ ॥ ਸਬਦੇ ਪਤੀਜੈ ਅੰਕੁ ਭੀਜੈ ਸੁ ਮਹਲੁ ਮਹਲਾ ਅੰਤਰੇ ॥ ਆਪਿ ਕਰਤਾ ਕਰੇ ਸੋਈ ਪ੍ਰਭੁ ਆਪਿ ਅੰਤਿ ਨਿਰੰਤਰੇ ॥ ਗੁਰ ਸਬਦਿ ਮੇਲਾ ਤਾਂ ਸੁਹੇਲਾ ਬਾਜੰਤ ਅਨਹਦ ਬੀਣਾ ॥ ਗੁਰ ਮਹਲੀ ਘਰਿ ਆਪਣੈ ਸੋ ਭਰਿਪੁਰਿ ਲੀਣਾ ॥੮॥ ਕੀਤਾ ਕਿਆ ਸਾਲਾਹੀਐ ਕਰਿ ਵੇਖੈ ਸੋਈ ॥ ਤਾ ਕੀ ਕੀਮਤਿ ਨਾ ਪਵੈ ਜੇ ਲੋਚੈ ਕੋਈ ॥ ਕੀਮਤਿ ਸੋ ਪਾਵੈ ਆਪਿ ਜਾਣਾਵੈ ਆਪਿ ਅਭੁਲੁ ਨ ਭੁਲਏ ॥ ਜੈ ਜੈ ਕਾਰੁ ਕਰਹਿ ਤੁਧੁ ਭਾਵਹਿ ਗੁਰ ਕੈ ਸਬਦਿ ਅਮੁਲਏ ॥ ਹੀਣਉ ਨੀਚੁ ਕਰਉ ਬੇਨੰਤੀ ਸਾਚੁ ਨ ਛੋਡਉ ਭਾਈ ॥ ਨਾਨਕ ਜਿਨਿ ਕਰਿ ਦੇਖਿਆ ਦੇਵੈ ਮਤਿ ਸਾਈ ॥੯॥੨॥੫॥ bbox=[4, 57, 570, 210]
footer-sup-2: th bbox=[334, 2263, 341, 2272]
section-divider bbox=[0, 548, 574, 549]
